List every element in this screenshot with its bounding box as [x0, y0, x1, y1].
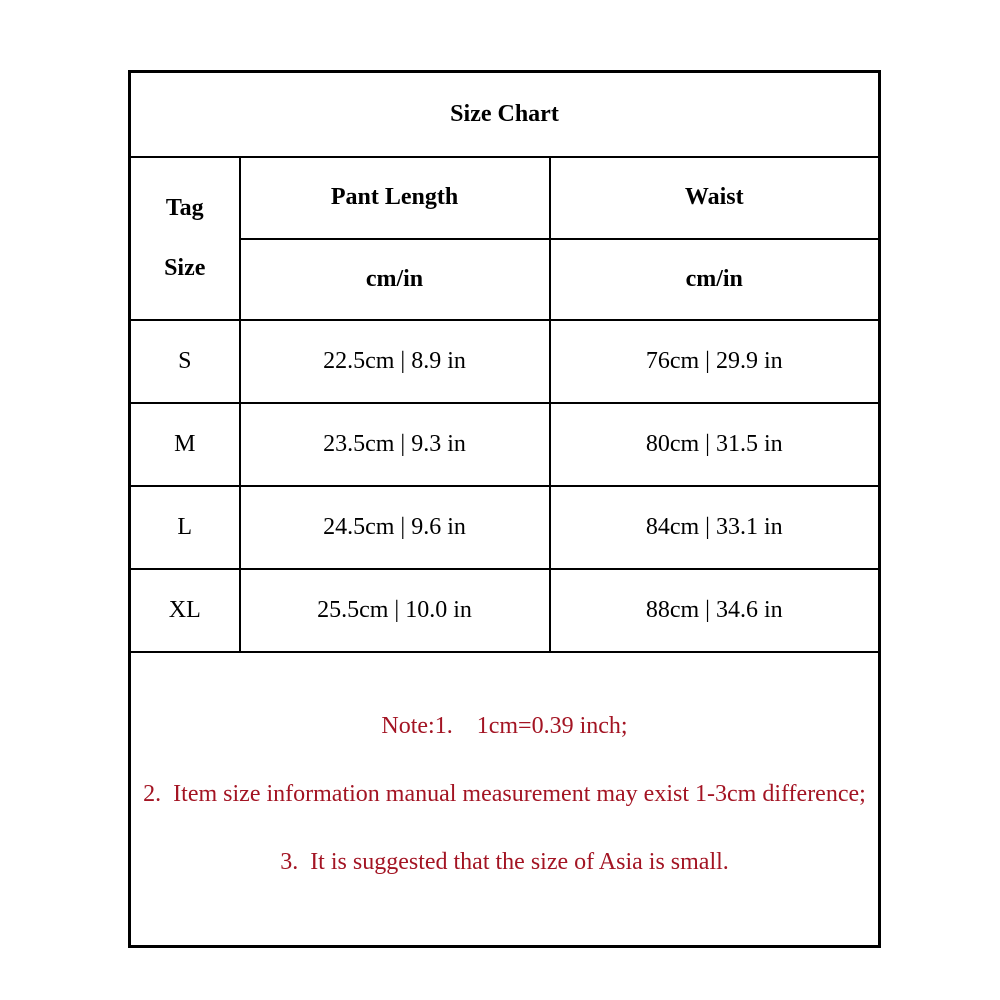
pant-length-unit: cm/in: [240, 239, 550, 320]
notes-section: [130, 652, 880, 947]
note-line-3: 3. It is suggested that the size of Asia is small.: [280, 848, 729, 875]
waist-header: Waist: [550, 157, 880, 239]
waist-cell: 84cm | 33.1 in: [550, 486, 880, 569]
tag-size-header: [130, 157, 240, 320]
table-row-s: [130, 320, 880, 403]
title-row: [130, 72, 880, 157]
tag-size-line2: Size: [164, 255, 206, 281]
pant-length-cell: 22.5cm | 8.9 in: [240, 320, 550, 403]
size-cell: S: [130, 320, 240, 403]
size-cell: XL: [130, 569, 240, 652]
note-line-2: 2. Item size information manual measurement may exist 1-3cm difference;: [143, 780, 866, 807]
pant-length-header: Pant Length: [240, 157, 550, 239]
table-row-m: [130, 403, 880, 486]
table-row-l: [130, 486, 880, 569]
size-chart-table: [128, 70, 881, 948]
size-chart-title: Size Chart: [130, 72, 880, 157]
waist-cell: 88cm | 34.6 in: [550, 569, 880, 652]
header-row-labels: [130, 157, 880, 239]
pant-length-cell: 24.5cm | 9.6 in: [240, 486, 550, 569]
waist-unit: cm/in: [550, 239, 880, 320]
tag-size-line1: Tag: [165, 195, 204, 221]
size-cell: M: [130, 403, 240, 486]
waist-cell: 76cm | 29.9 in: [550, 320, 880, 403]
header-row-units: [130, 239, 880, 320]
waist-cell: 80cm | 31.5 in: [550, 403, 880, 486]
notes-row: [130, 652, 880, 947]
note-line-1: Note:1. 1cm=0.39 inch;: [381, 712, 628, 739]
pant-length-cell: 25.5cm | 10.0 in: [240, 569, 550, 652]
size-cell: L: [130, 486, 240, 569]
table-row-xl: [130, 569, 880, 652]
pant-length-cell: 23.5cm | 9.3 in: [240, 403, 550, 486]
